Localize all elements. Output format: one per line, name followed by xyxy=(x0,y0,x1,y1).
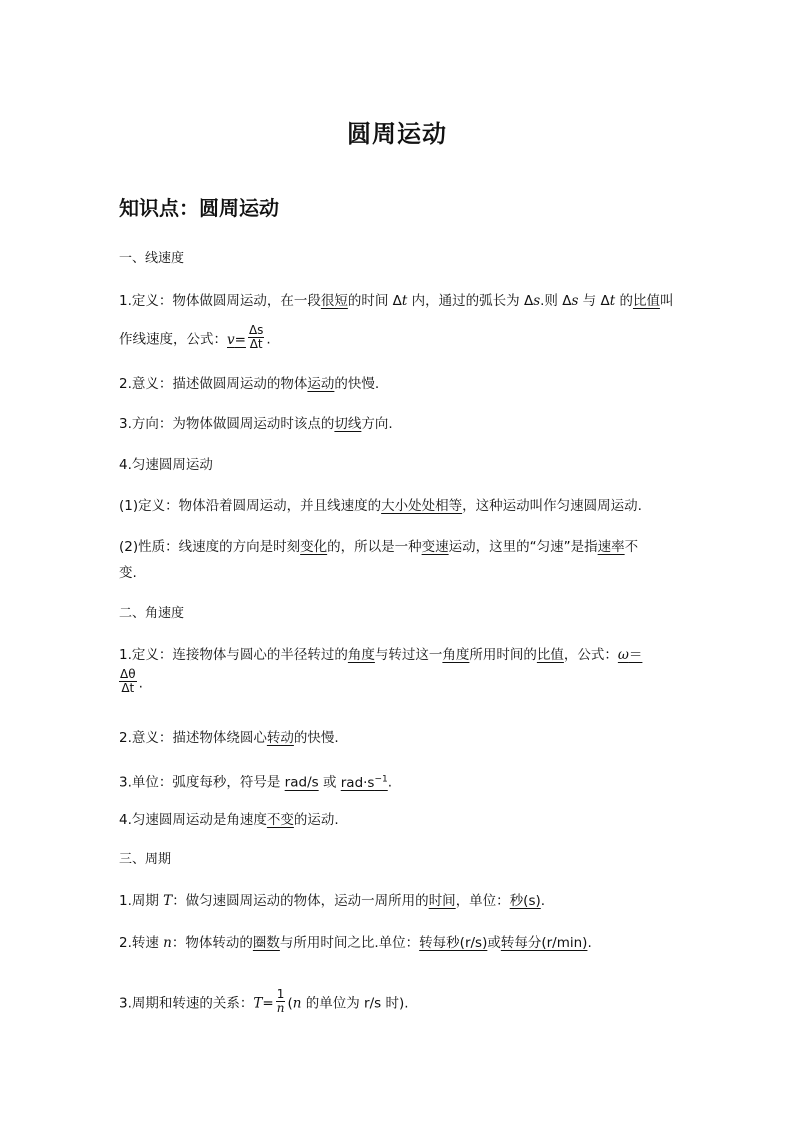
uniform-circular-motion-property: (2)性质：线速度的方向是时刻变化的，所以是一种变速运动，这里的“匀速”是指速率不 xyxy=(119,539,639,555)
period-speed-relation: 3.周期和转速的关系：T= $\frac{1}{n}$ (n 的单位为 r/s 时). xyxy=(119,987,409,1015)
section-angular-velocity-title: 二、角速度 xyxy=(119,606,185,621)
linear-velocity-direction: 3.方向：为物体做圆周运动时该点的切线方向. xyxy=(119,416,393,432)
section-period-title: 三、周期 xyxy=(119,852,172,867)
fraction-ds-dt: $\frac{\Delta s}{\Delta t}$ xyxy=(248,323,264,351)
page-title: 圆周运动 xyxy=(347,120,447,148)
rotation-speed-definition: 2.转速 n：物体转动的圈数与所用时间之比.单位：转每秒(r/s)或转每分(r/min). xyxy=(119,935,592,951)
angular-velocity-unit: 3.单位：弧度每秒，符号是 rad/s 或 $rad\cdot s^{-1}$. xyxy=(119,774,393,791)
angular-velocity-definition: 1.定义：连接物体与圆心的半径转过的角度与转过这一角度所用时间的比值，公式：ω＝ xyxy=(119,647,643,663)
period-definition: 1.周期 T：做匀速圆周运动的物体，运动一周所用的时间，单位：秒(s). xyxy=(119,893,546,909)
linear-velocity-formula: 作线速度，公式：v= $\frac{\Delta s}{\Delta t}$ . xyxy=(119,323,271,351)
linear-velocity-definition: 1.定义：物体做圆周运动，在一段很短的时间 Δt 内，通过的弧长为 Δs.则 Δs 与 Δt 的比值叫 xyxy=(119,293,674,309)
fraction-dtheta-dt: $\frac{\Delta\theta}{\Delta t}$ xyxy=(120,667,136,695)
angular-velocity-formula: $\frac{\Delta\theta}{\Delta t}$ . xyxy=(120,667,143,695)
uniform-circular-motion-definition: (1)定义：物体沿着圆周运动，并且线速度的大小处处相等，这种运动叫作匀速圆周运动. xyxy=(119,498,642,514)
angular-velocity-meaning: 2.意义：描述物体绕圆心转动的快慢. xyxy=(119,730,339,746)
uniform-circular-motion-property-cont: 变. xyxy=(119,565,137,581)
fraction-1-n: $\frac{1}{n}$ xyxy=(276,987,285,1015)
uniform-circular-motion-title: 4.匀速圆周运动 xyxy=(119,457,213,473)
section-linear-velocity-title: 一、线速度 xyxy=(119,251,185,266)
angular-velocity-constant: 4.匀速圆周运动是角速度不变的运动. xyxy=(119,812,339,828)
linear-velocity-meaning: 2.意义：描述做圆周运动的物体运动的快慢. xyxy=(119,376,380,392)
section-heading: 知识点：圆周运动 xyxy=(119,196,279,220)
